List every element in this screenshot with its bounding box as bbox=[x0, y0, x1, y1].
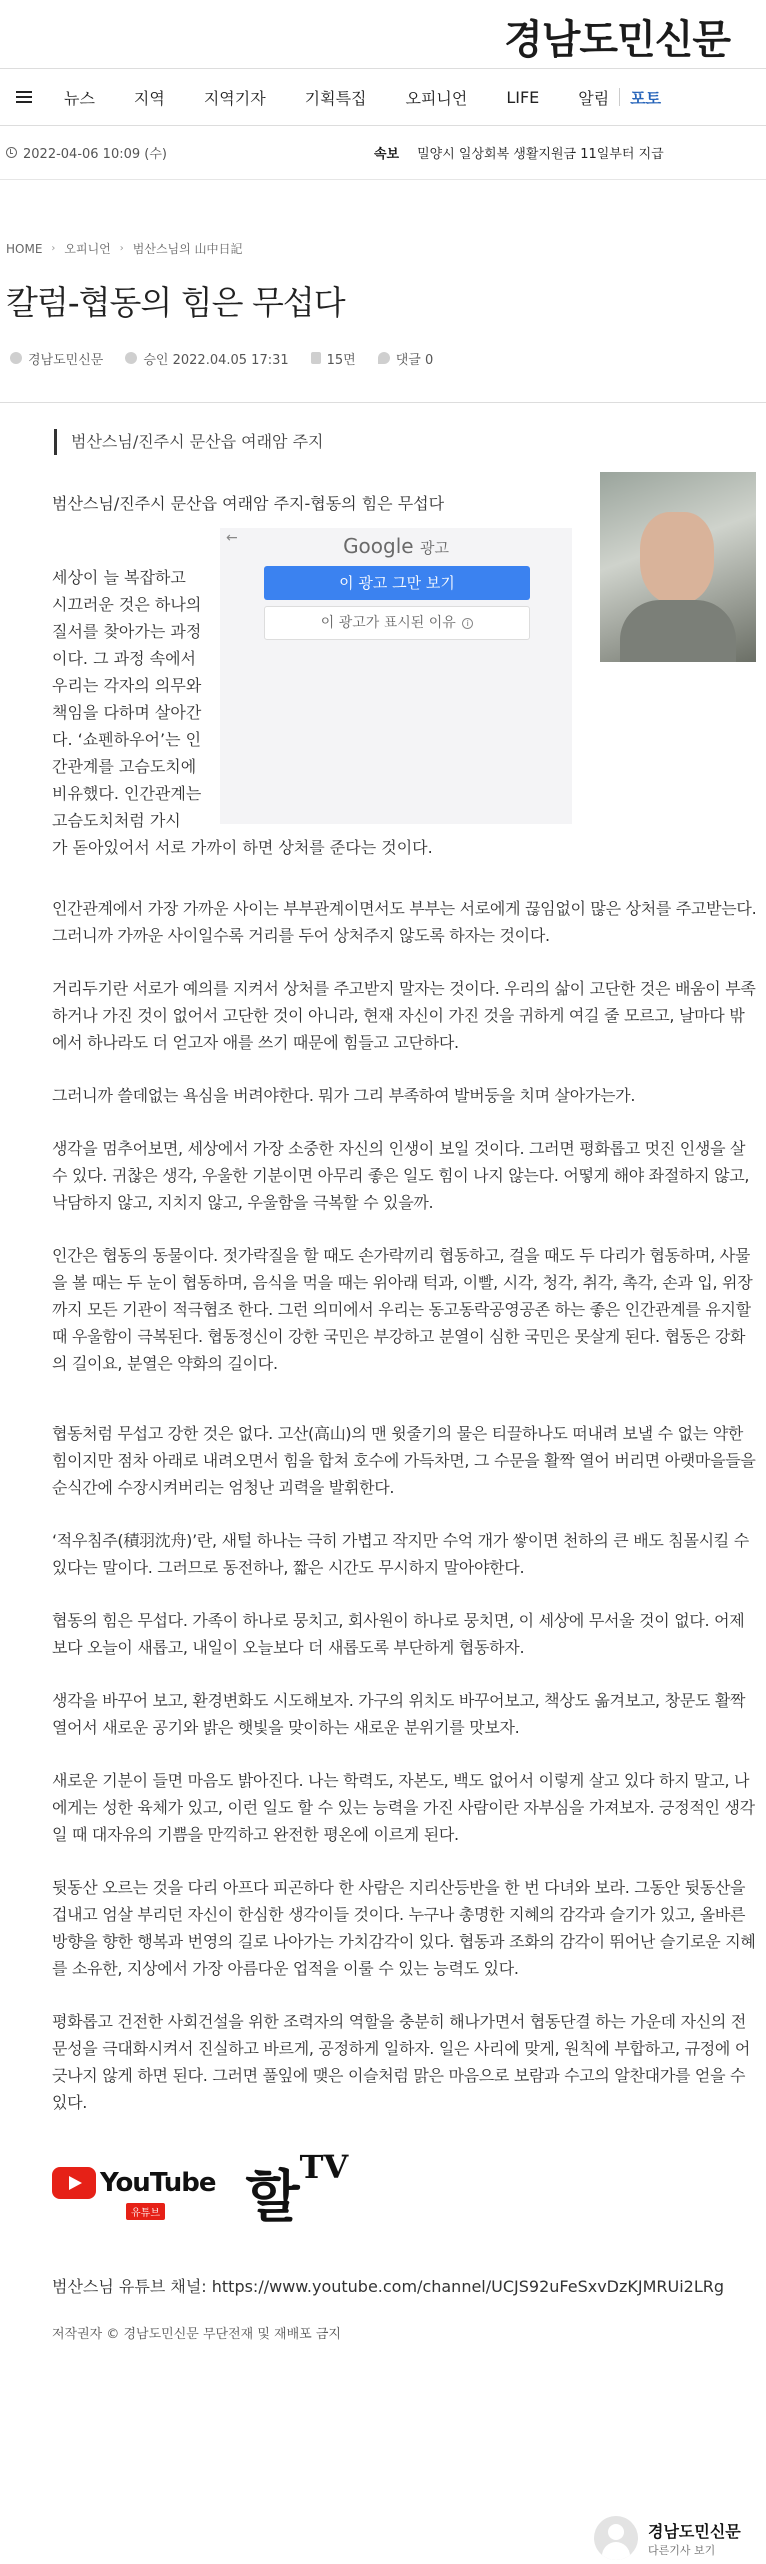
main-nav bbox=[0, 68, 766, 126]
article-paragraph: 그러니까 쓸데없는 욕심을 버려야한다. 뭐가 그리 부족하여 발버둥을 치며 살아가는가. bbox=[52, 1086, 636, 1105]
comment-count[interactable]: 댓글 0 bbox=[395, 352, 434, 368]
more-articles-link[interactable]: 다른기사 보기 bbox=[648, 2543, 716, 2557]
breaking-label: 속보 bbox=[374, 147, 400, 162]
nav-item-notice[interactable]: 알림 bbox=[578, 88, 610, 108]
copyright: 저작권자 © 경남도민신문 무단전재 및 재배포 금지 bbox=[52, 2327, 341, 2342]
nav-divider bbox=[184, 88, 185, 106]
play-icon bbox=[52, 2167, 96, 2199]
author-name[interactable]: 경남도민신문 bbox=[28, 352, 104, 368]
info-icon: i bbox=[462, 618, 473, 629]
ad-label: 광고 bbox=[419, 539, 449, 557]
masthead bbox=[0, 0, 766, 68]
article-body bbox=[0, 895, 766, 2116]
hamburger-icon[interactable] bbox=[0, 69, 48, 125]
youtube-wordmark: YouTube bbox=[100, 2167, 216, 2198]
article-paragraph: 생각을 멈추어보면, 세상에서 가장 소중한 자신의 인생이 보일 것이다. 그러면 평화롭고 멋진 인생을 살 수 있다. 귀찮은 생각, 우울한 기분이면 아무리 좋은 일도 힘이 나지 않는다. 어떻게 해야 좌절하지 않고, 낙담하지 않고, 지치지 않고, 우울함을 극복할 수 있을까. bbox=[52, 1139, 750, 1212]
divider bbox=[0, 402, 766, 403]
approved-date: 승인 2022.04.05 17:31 bbox=[143, 352, 289, 368]
avatar bbox=[594, 2516, 638, 2560]
meta-comments bbox=[378, 349, 434, 368]
news-ticker bbox=[0, 126, 766, 180]
nav-item-region[interactable]: 지역 bbox=[133, 88, 165, 108]
user-icon bbox=[10, 352, 22, 364]
current-date: 2022-04-06 10:09 (수) bbox=[23, 147, 167, 162]
article-paragraph: 협동처럼 무섭고 강한 것은 없다. 고산(高山)의 맨 윗줄기의 물은 티끌하나도 떠내려 보낼 수 없는 약한 힘이지만 점차 아래로 내려오면서 힘을 합쳐 호수에 가득차면, 그 수문을 활짝 열어 버리면 아랫마을들을 순식간에 수장시켜버리는 엄청난 괴력을 발휘한다. bbox=[52, 1424, 756, 1497]
article-paragraph: 거리두기란 서로가 예의를 지켜서 상처를 주고받지 말자는 것이다. 우리의 삶이 고단한 것은 배움이 부족하거나 가진 것이 없어서 고단한 것이 아니라, 현재 자신이 가진 것을 귀하게 여길 줄 모르고, 날마다 밖에서 하나라도 더 얻고자 애를 쓰기 때문에 힘들고 고단하다. bbox=[52, 979, 756, 1052]
nav-divider bbox=[486, 88, 487, 106]
article-paragraph: 세상이 늘 복잡하고 시끄러운 것은 하나의 질서를 찾아가는 과정이다. 그 과정 속에서 우리는 각자의 의무와 책임을 다하며 살아간다. ‘쇼펜하우어’는 인간관계를 고슴도치에 비유했다. 인간관계는 고슴도치처럼 가시 bbox=[52, 568, 202, 830]
hal-glyph: 할 bbox=[245, 2164, 300, 2230]
meta-approved bbox=[125, 349, 288, 368]
channel-link[interactable]: 범산스님 유튜브 채널: https://www.youtube.com/channel/UCJS92uFeSxvDzKJMRUi2LRg bbox=[52, 2277, 725, 2296]
article-lead: 범산스님/진주시 문산읍 여래암 주지-협동의 힘은 무섭다 bbox=[52, 494, 445, 513]
why-ad-label: 이 광고가 표시된 이유 bbox=[320, 615, 456, 631]
article-paragraph: 가 돋아있어서 서로 가까이 하면 상처를 준다는 것이다. bbox=[52, 838, 433, 857]
author-photo bbox=[600, 472, 756, 662]
hal-tv-logo bbox=[245, 2148, 349, 2233]
chevron-right-icon: › bbox=[119, 243, 124, 254]
google-ad-label bbox=[220, 534, 572, 558]
nav-divider bbox=[285, 88, 286, 106]
google-ad-feedback bbox=[220, 528, 572, 824]
meta-author bbox=[10, 349, 103, 368]
nav-item-region-reporter[interactable]: 지역기자 bbox=[203, 88, 266, 108]
comment-icon bbox=[378, 352, 390, 364]
breadcrumb-column[interactable]: 범산스님의 山中日記 bbox=[132, 242, 243, 256]
why-ad-button[interactable] bbox=[264, 606, 530, 640]
nav-divider bbox=[619, 88, 620, 106]
date-display bbox=[6, 143, 366, 162]
chevron-right-icon: › bbox=[51, 243, 56, 254]
tv-suffix: TV bbox=[299, 2148, 349, 2187]
nav-divider bbox=[114, 88, 115, 106]
google-wordmark: Google bbox=[343, 534, 414, 558]
nav-item-photo[interactable]: 포토 bbox=[630, 88, 662, 108]
stop-ad-button[interactable]: 이 광고 그만 보기 bbox=[264, 566, 530, 600]
clock-icon bbox=[6, 147, 17, 158]
article-title: 칼럼-협동의 힘은 무섭다 bbox=[6, 283, 345, 322]
youtube-logo bbox=[52, 2167, 215, 2220]
author-card[interactable] bbox=[594, 2516, 741, 2560]
nav-item-feature[interactable]: 기획특집 bbox=[304, 88, 367, 108]
breaking-headline[interactable]: 밀양시 일상회복 생활지원금 11일부터 지급 bbox=[417, 147, 664, 162]
article-paragraph: 새로운 기분이 들면 마음도 밝아진다. 나는 학력도, 자본도, 백도 없어서 이렇게 살고 있다 하지 말고, 나에게는 성한 육체가 있고, 이런 일도 할 수 있는 능력을 가진 사람이란 자부심을 가져보자. 긍정적인 생각일 때 대자유의 기쁨을 만끽하고 완전한 평온에 이르게 된다. bbox=[52, 1771, 755, 1844]
site-logo[interactable]: 경남도민신문 bbox=[504, 17, 730, 63]
article-paragraph: 뒷동산 오르는 것을 다리 아프다 피곤하다 한 사람은 지리산등반을 한 번 다녀와 보라. 그동안 뒷동산을 겁내고 엄살 부리던 자신이 한심한 생각이들 것이다. 누구나 총명한 지혜의 감각과 슬기가 있고, 올바른 방향을 향한 행복과 번영의 길로 나아가는 가치감각이 있다. 협동과 조화의 감각이 뛰어난 슬기로운 지혜를 소유한, 지상에서 가장 아름다운 업적을 이룰 수 있는 능력도 있다. bbox=[52, 1878, 756, 1978]
article-paragraph: 평화롭고 건전한 사회건설을 위한 조력자의 역할을 충분히 해나가면서 협동단결 하는 가운데 자신의 전문성을 극대화시켜서 진실하고 바르게, 공정하게 일하자. 일은 사리에 맞게, 원칙에 부합하고, 규정에 어긋나지 않게 하면 된다. 그러면 풀잎에 맺은 이슬처럼 맑은 마음으로 보람과 수고의 알찬대가를 얻을 수 있다. bbox=[52, 2012, 750, 2112]
youtube-banner[interactable] bbox=[52, 2150, 766, 2236]
meta-page bbox=[311, 349, 356, 368]
author-card-name: 경남도민신문 bbox=[648, 2521, 741, 2541]
article-subhead: 범산스님/진주시 문산읍 여래암 주지 bbox=[54, 429, 766, 455]
article-paragraph: ‘적우침주(積羽沈舟)’란, 새털 하나는 극히 가볍고 작지만 수억 개가 쌓이면 천하의 큰 배도 침몰시킬 수 있다는 말이다. 그러므로 동전하나, 짧은 시간도 무시하지 말아야한다. bbox=[52, 1531, 749, 1577]
article-paragraph: 협동의 힘은 무섭다. 가족이 하나로 뭉치고, 회사원이 하나로 뭉치면, 이 세상에 무서울 것이 없다. 어제보다 오늘이 새롭고, 내일이 오늘보다 더 새롭도록 부단하게 협동하자. bbox=[52, 1611, 745, 1657]
article-paragraph: 인간은 협동의 동물이다. 젓가락질을 할 때도 손가락끼리 협동하고, 걸을 때도 두 다리가 협동하며, 사물을 볼 때는 두 눈이 협동하며, 음식을 먹을 때는 위아래 턱과, 이빨, 시각, 청각, 취각, 촉각, 손과 입, 위장까지 모든 기관이 적극협조 한다. 그런 의미에서 우리는 동고동락공영공존 하는 좋은 인간관계를 유지할 때 우울함이 극복된다. 협동정신이 강한 국민은 부강하고 분열이 심한 국민은 못살게 된다. 협동은 강화의 길이요, 분열은 약화의 길이다. bbox=[52, 1246, 753, 1373]
author-face bbox=[640, 512, 714, 604]
author-shirt bbox=[620, 600, 736, 662]
nav-item-news[interactable]: 뉴스 bbox=[64, 88, 95, 108]
nav-item-life[interactable]: LIFE bbox=[506, 87, 540, 107]
nav-divider bbox=[386, 88, 387, 106]
youtube-sub-label: 유튜브 bbox=[126, 2203, 165, 2220]
breadcrumb-home[interactable]: HOME bbox=[6, 241, 43, 256]
article-paragraph: 인간관계에서 가장 가까운 사이는 부부관계이면서도 부부는 서로에게 끊임없이 많은 상처를 주고받는다. 그러니까 가까운 사이일수록 거리를 두어 상처주지 않도록 하자는 것이다. bbox=[52, 899, 757, 945]
clock-icon bbox=[125, 352, 137, 364]
article-paragraph: 생각을 바꾸어 보고, 환경변화도 시도해보자. 가구의 위치도 바꾸어보고, 책상도 옮겨보고, 창문도 활짝 열어서 새로운 공기와 밝은 햇빛을 맞이하는 새로운 분위기를 맛보자. bbox=[52, 1691, 746, 1737]
nav-divider bbox=[558, 88, 559, 106]
breadcrumb bbox=[6, 240, 766, 257]
page-icon bbox=[311, 352, 321, 364]
article-meta bbox=[10, 346, 766, 370]
breadcrumb-opinion[interactable]: 오피니언 bbox=[64, 242, 111, 256]
page-number: 15면 bbox=[326, 352, 356, 368]
nav-item-opinion[interactable]: 오피니언 bbox=[405, 88, 468, 108]
back-arrow-icon[interactable]: ← bbox=[226, 530, 238, 546]
